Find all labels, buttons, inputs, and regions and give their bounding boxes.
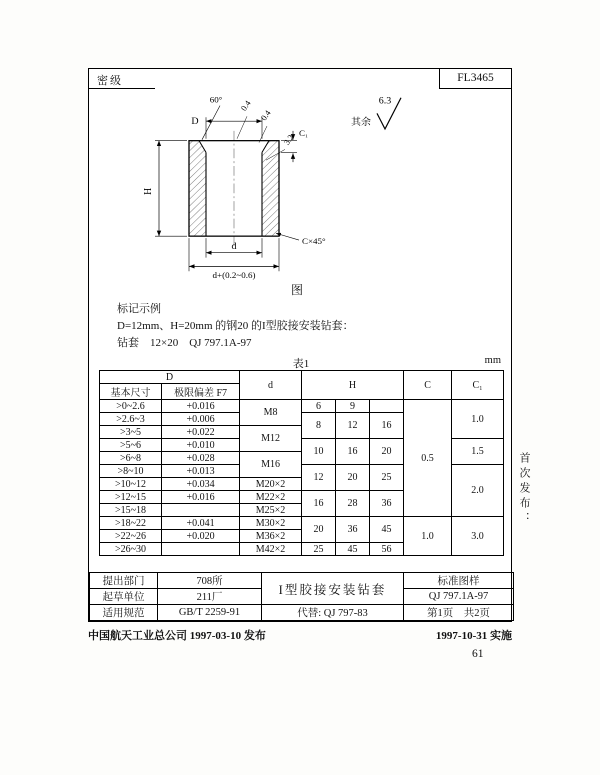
spec-table-wrap [99, 370, 503, 556]
table-unit: mm [484, 355, 501, 366]
table-cell: 36 [336, 517, 370, 543]
table-cell: 第1页 共2页 [404, 605, 514, 621]
table-cell: >15~18 [100, 504, 162, 517]
left-wall-hatch [189, 141, 206, 236]
table-cell: 211厂 [158, 589, 262, 605]
footer-implementation-date: 1997-10-31 实施 [435, 630, 512, 642]
table-cell: >3~5 [100, 426, 162, 439]
table-cell: M16 [240, 452, 302, 478]
table-cell: +0.013 [162, 465, 240, 478]
dim-label-C1: C₁ [299, 127, 309, 138]
table-cell: GB/T 2259-91 [158, 605, 262, 621]
table-cell: M36×2 [240, 530, 302, 543]
table-cell: 9 [336, 400, 370, 413]
col-header-C: C [404, 371, 452, 400]
table-cell: 2.0 [452, 465, 504, 517]
col-header-tolerance: 极限偏差 F7 [162, 384, 240, 400]
figure-caption: 图 [290, 283, 309, 297]
table-cell: >26~30 [100, 543, 162, 556]
marking-line1: D=12mm、H=20mm 的钢20 的I型胶接安装钻套： [117, 320, 354, 332]
table-cell: 1.5 [452, 439, 504, 465]
table-cell: 28 [336, 491, 370, 517]
spec-table [99, 370, 504, 556]
bushing-section-drawing [89, 90, 513, 280]
table-cell: 16 [336, 439, 370, 465]
footer-line [88, 627, 512, 643]
table-cell: 10 [302, 439, 336, 465]
technical-drawing [89, 90, 513, 280]
footer-publisher: 中国航天工业总公司 1997-03-10 发布 [88, 630, 266, 642]
rest-roughness-value: 6.3 [378, 95, 392, 107]
roughness-04-a: 0.4 [239, 99, 253, 113]
classification-label: 密级 [89, 69, 155, 89]
info-table-body [90, 573, 514, 621]
leader-angle [202, 106, 220, 140]
table-cell [370, 400, 404, 413]
table-cell: +0.022 [162, 426, 240, 439]
table-cell: 25 [370, 465, 404, 491]
table-cell [162, 543, 240, 556]
table-cell: +0.010 [162, 439, 240, 452]
table-cell: >6~8 [100, 452, 162, 465]
marking-title: 标记示例 [117, 303, 161, 315]
angle-label: 60° [209, 94, 223, 105]
dim-label-d: d [231, 240, 237, 252]
table-cell: 20 [370, 439, 404, 465]
table-cell: M12 [240, 426, 302, 452]
page-number: 61 [472, 648, 484, 660]
info-table [89, 572, 514, 621]
dim-label-bottom: d+(0.2~0.6) [212, 270, 256, 280]
table-cell: >5~6 [100, 439, 162, 452]
table-cell: >0~2.6 [100, 400, 162, 413]
spec-table-row [100, 400, 504, 413]
table-cell: 16 [302, 491, 336, 517]
table-cell: 16 [370, 413, 404, 439]
table-cell: M8 [240, 400, 302, 426]
right-wall-hatch [262, 141, 279, 236]
table-caption-row [99, 355, 503, 371]
table-cell [162, 504, 240, 517]
roughness-04-b: 0.4 [259, 108, 273, 123]
dim-label-D: D [191, 116, 199, 128]
table-cell: 12 [302, 465, 336, 491]
table-cell: 1.0 [404, 517, 452, 556]
marking-example [117, 301, 354, 352]
drawing-frame [88, 68, 512, 622]
table-caption: 表1 [292, 358, 310, 370]
info-table-row [90, 605, 514, 621]
table-cell: +0.006 [162, 413, 240, 426]
table-cell: 25 [302, 543, 336, 556]
table-cell: M30×2 [240, 517, 302, 530]
table-cell: >22~26 [100, 530, 162, 543]
table-cell: +0.028 [162, 452, 240, 465]
table-cell: 0.5 [404, 400, 452, 517]
table-cell: >10~12 [100, 478, 162, 491]
table-cell: 708所 [158, 573, 262, 589]
table-cell: >18~22 [100, 517, 162, 530]
table-cell: 提出部门 [90, 573, 158, 589]
col-header-C1: C₁ [452, 371, 504, 400]
col-header-D: D [100, 371, 240, 384]
chamfer-label: C×45° [302, 236, 326, 246]
spec-table-body [100, 400, 504, 556]
table-cell: +0.034 [162, 478, 240, 491]
table-cell: +0.020 [162, 530, 240, 543]
table-cell: 8 [302, 413, 336, 439]
top-strip [89, 69, 511, 89]
table-cell: +0.016 [162, 491, 240, 504]
table-cell: 45 [370, 517, 404, 543]
spec-table-row [100, 517, 504, 530]
table-cell: I型胶接安装钻套 [262, 573, 404, 605]
table-cell: M20×2 [240, 478, 302, 491]
table-cell: 20 [336, 465, 370, 491]
table-cell: 56 [370, 543, 404, 556]
table-cell: QJ 797.1A-97 [404, 589, 514, 605]
spec-header-row-1 [100, 371, 504, 384]
col-header-d: d [240, 371, 302, 400]
table-cell: 标准图样 [404, 573, 514, 589]
table-cell: >2.6~3 [100, 413, 162, 426]
table-cell: +0.041 [162, 517, 240, 530]
info-table-row [90, 573, 514, 589]
table-cell: 6 [302, 400, 336, 413]
table-cell: M42×2 [240, 543, 302, 556]
table-cell: >8~10 [100, 465, 162, 478]
table-cell: 适用规范 [90, 605, 158, 621]
table-cell: 36 [370, 491, 404, 517]
table-cell: 12 [336, 413, 370, 439]
first-issue-note: 首次发布： [518, 452, 530, 527]
table-cell: 起草单位 [90, 589, 158, 605]
rest-roughness-label: 其余 [351, 117, 371, 129]
table-cell: +0.016 [162, 400, 240, 413]
marking-line2: 钻套 12×20 QJ 797.1A-97 [117, 337, 252, 349]
col-header-basic-size: 基本尺寸 [100, 384, 162, 400]
table-cell: 1.0 [452, 400, 504, 439]
table-cell: >12~15 [100, 491, 162, 504]
table-cell: 代替: QJ 797-83 [262, 605, 404, 621]
col-header-H: H [302, 371, 404, 400]
doc-code: FL3465 [439, 69, 511, 89]
table-cell: 45 [336, 543, 370, 556]
table-cell: M22×2 [240, 491, 302, 504]
dim-label-H: H [142, 187, 155, 195]
info-table-wrap [89, 572, 513, 621]
table-cell: M25×2 [240, 504, 302, 517]
table-cell: 3.0 [452, 517, 504, 556]
table-cell: 20 [302, 517, 336, 543]
roughness-32: 3.2 [282, 133, 296, 147]
